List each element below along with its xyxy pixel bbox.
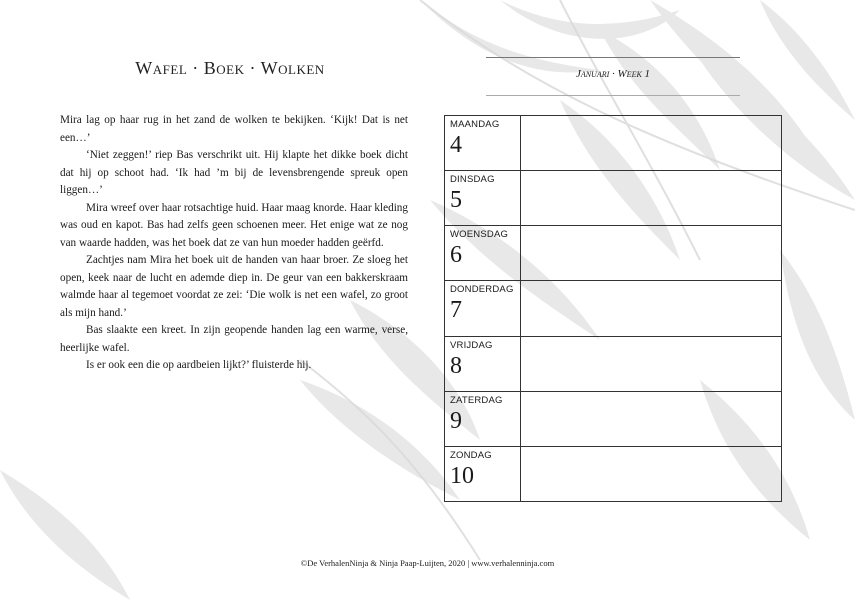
week-planner bbox=[444, 115, 782, 502]
story-paragraph: Mira lag op haar rug in het zand de wolken te bekijken. ‘Kijk! Dat is net een…’ bbox=[60, 114, 408, 144]
day-notes-area[interactable] bbox=[521, 337, 781, 391]
story-text bbox=[60, 112, 408, 375]
day-number: 5 bbox=[450, 187, 462, 214]
day-notes-area[interactable] bbox=[521, 171, 781, 225]
day-name: ZONDAG bbox=[450, 449, 492, 461]
week-label: Januari · Week 1 bbox=[575, 68, 651, 80]
day-name: WOENSDAG bbox=[450, 229, 509, 241]
day-notes-area[interactable] bbox=[521, 281, 781, 335]
story-title: Wafel · Boek · Wolken bbox=[135, 58, 325, 78]
day-number: 4 bbox=[450, 132, 462, 158]
day-row-wednesday bbox=[445, 226, 781, 281]
day-cell bbox=[445, 226, 521, 280]
story-paragraph: Bas slaakte een kreet. In zijn geopende handen lag een warme, verse, heerlijke wafel. bbox=[60, 324, 408, 354]
day-notes-area[interactable] bbox=[521, 116, 781, 170]
week-label-top-rule bbox=[486, 57, 740, 58]
day-name: ZATERDAG bbox=[450, 394, 503, 406]
story-paragraph: Is er ook een die op aardbeien lijkt?’ fluisterde hij. bbox=[86, 359, 312, 371]
day-cell bbox=[445, 337, 521, 391]
story-paragraph: ‘Niet zeggen!’ riep Bas verschrikt uit. Hij klapte het dikke boek dicht dat hij op schoot had. ‘Ik had ’m bij de levensbrengende spreuk open liggen…’ bbox=[60, 149, 408, 196]
story-paragraph: Zachtjes nam Mira het boek uit de handen van haar broer. Ze sloeg het open, keek naar de lucht en ademde diep in. De geur van een bakkerskraam walmde haar al tegemoet voordat ze zei: ‘Die wolk is net een wafel, zo groot als mijn hand.’ bbox=[60, 254, 408, 319]
day-name: MAANDAG bbox=[450, 119, 500, 130]
day-row-sunday bbox=[445, 447, 781, 501]
day-name: DINSDAG bbox=[450, 174, 495, 186]
day-number: 8 bbox=[450, 352, 462, 379]
day-cell bbox=[445, 392, 521, 446]
day-notes-area[interactable] bbox=[521, 447, 781, 501]
day-row-saturday bbox=[445, 392, 781, 447]
day-cell bbox=[445, 116, 521, 170]
day-notes-area[interactable] bbox=[521, 392, 781, 446]
story-paragraph: Mira wreef over haar rotsachtige huid. Haar maag knorde. Haar kleding was oud en kapot. Bas had zelfs geen schoenen meer. Het enige wat ze nog van waarde hadden, was het boek dat ze van hun moeder hadden geërfd. bbox=[60, 201, 408, 249]
day-number: 9 bbox=[450, 407, 462, 434]
day-row-friday bbox=[445, 337, 781, 392]
day-row-thursday bbox=[445, 281, 781, 336]
day-name: VRIJDAG bbox=[450, 339, 493, 351]
day-cell bbox=[445, 171, 521, 225]
day-row-tuesday bbox=[445, 171, 781, 226]
day-number: 6 bbox=[450, 242, 462, 269]
week-label-bottom-rule bbox=[486, 95, 740, 96]
day-number: 7 bbox=[450, 297, 462, 324]
day-cell bbox=[445, 447, 521, 501]
copyright-footer: ©De VerhalenNinja & Ninja Paap-Luijten, 2020 | www.verhalenninja.com bbox=[300, 558, 555, 568]
day-cell bbox=[445, 281, 521, 335]
day-row-monday bbox=[445, 116, 781, 171]
day-notes-area[interactable] bbox=[521, 226, 781, 280]
day-name: DONDERDAG bbox=[450, 284, 514, 296]
day-number: 10 bbox=[450, 462, 474, 489]
